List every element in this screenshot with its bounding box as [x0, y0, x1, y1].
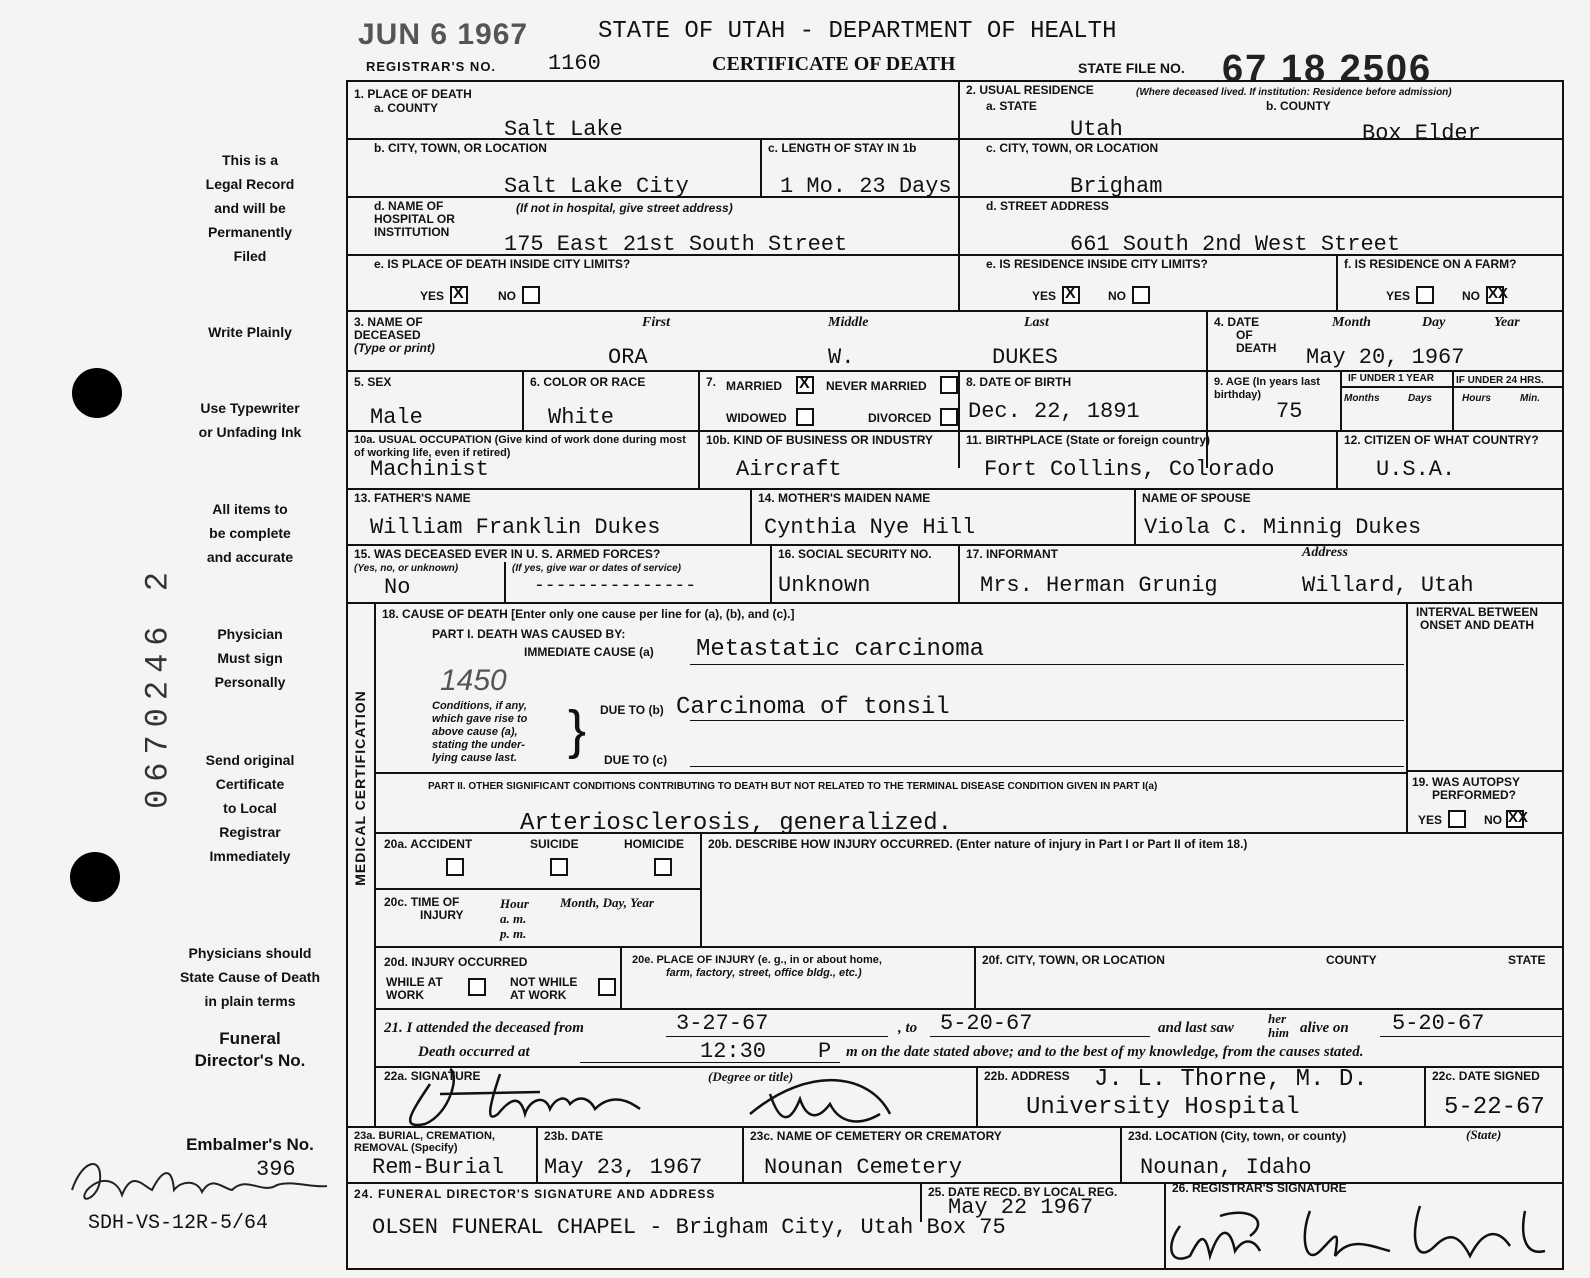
- mother-name: Cynthia Nye Hill: [764, 515, 976, 540]
- farm-yes-checkbox[interactable]: [1416, 286, 1434, 304]
- social-security-no: Unknown: [778, 573, 871, 598]
- death-inside-limits-yes-checkbox[interactable]: X: [450, 286, 468, 304]
- medical-certification-label: MEDICAL CERTIFICATION: [352, 690, 368, 886]
- part1-label: PART I. DEATH WAS CAUSED BY:: [432, 627, 626, 641]
- due-to-b-label: DUE TO (b): [600, 703, 664, 717]
- complete-note: All items to be complete and accurate: [206, 501, 294, 565]
- embalmer-no-label: Embalmer's No.: [186, 1135, 314, 1154]
- time-of-death: 12:30: [700, 1039, 767, 1064]
- mother-label: 14. MOTHER'S MAIDEN NAME: [758, 491, 931, 505]
- last-name: DUKES: [992, 345, 1059, 370]
- autopsy-yes-checkbox[interactable]: [1448, 810, 1466, 828]
- first-label: First: [642, 315, 671, 330]
- sex: Male: [370, 405, 423, 430]
- registrar-no-label: REGISTRAR'S NO.: [366, 59, 497, 74]
- marital-label: 7.: [706, 375, 717, 389]
- while-at-work-label: WHILE AT WORK: [386, 975, 443, 1002]
- min-label: Min.: [1520, 393, 1540, 404]
- date-signed-label: 22c. DATE SIGNED: [1432, 1069, 1540, 1083]
- dob-label: 8. DATE OF BIRTH: [966, 375, 1072, 389]
- punch-hole: [72, 368, 122, 418]
- time-suffix: P: [818, 1039, 832, 1064]
- last-label: Last: [1024, 315, 1049, 330]
- middle-name: W.: [828, 345, 855, 370]
- attended-to: 5-20-67: [940, 1011, 1033, 1036]
- injury-state-label: STATE: [1508, 953, 1546, 967]
- age: 75: [1276, 399, 1303, 424]
- citizen-label: 12. CITIZEN OF WHAT COUNTRY?: [1344, 433, 1539, 447]
- no-label: NO: [498, 289, 516, 303]
- business: Aircraft: [736, 457, 842, 482]
- death-county: Salt Lake: [504, 117, 623, 142]
- conditions-note: Conditions, if any, which gave rise to above cause (a), stating the under- lying cause last.: [432, 700, 528, 764]
- not-while-at-work-label: NOT WHILE AT WORK: [510, 975, 578, 1002]
- birthplace: Fort Collins, Colorado: [984, 457, 1275, 482]
- injury-city-label: 20f. CITY, TOWN, OR LOCATION: [982, 953, 1165, 967]
- never-married-checkbox[interactable]: [940, 376, 958, 394]
- residence-county-label: b. COUNTY: [1266, 99, 1331, 113]
- immediate-cause-label: IMMEDIATE CAUSE (a): [524, 645, 654, 659]
- date-of-death: May 20, 1967: [1306, 345, 1465, 370]
- place-of-injury-label: 20e. PLACE OF INJURY (e. g., in or about home, farm, factory, street, office bldg., etc.): [632, 954, 882, 979]
- burial-date: May 23, 1967: [544, 1155, 703, 1180]
- physician-signature: [390, 1054, 910, 1132]
- residence-street-label: d. STREET ADDRESS: [986, 199, 1109, 213]
- first-name: ORA: [608, 345, 648, 370]
- hour-label: Hour a. m. p. m.: [500, 896, 529, 941]
- month-day-year-label: Month, Day, Year: [560, 895, 654, 910]
- sex-label: 5. SEX: [354, 375, 392, 389]
- physician-hospital: University Hospital: [1026, 1094, 1300, 1121]
- part2-label: PART II. OTHER SIGNIFICANT CONDITIONS CONTRIBUTING TO DEATH BUT NOT RELATED TO THE TERMINAL DISEASE CONDITION GIVEN IN PART I(a): [428, 781, 1158, 792]
- yes-label: YES: [1032, 289, 1057, 303]
- date-of-birth: Dec. 22, 1891: [968, 399, 1140, 424]
- hospital-note: (If not in hospital, give street address): [516, 201, 733, 215]
- typewriter-note: Use Typewriter or Unfading Ink: [198, 400, 302, 440]
- cause-of-death-label: 18. CAUSE OF DEATH [Enter only one cause per line for (a), (b), and (c).]: [382, 607, 795, 621]
- certificate-title: CERTIFICATE OF DEATH: [712, 53, 956, 75]
- residence-city-label: c. CITY, TOWN, OR LOCATION: [986, 141, 1159, 155]
- cemetery-name: Nounan Cemetery: [764, 1155, 963, 1180]
- day-label: Day: [1422, 315, 1446, 330]
- registrar-no: 1160: [548, 51, 601, 76]
- injury-county-label: COUNTY: [1326, 953, 1377, 967]
- death-occurred-label: Death occurred at: [418, 1044, 530, 1060]
- form-title: STATE OF UTAH - DEPARTMENT OF HEALTH: [598, 18, 1117, 45]
- married-label: MARRIED: [726, 379, 782, 393]
- war-service: ---------------: [534, 576, 697, 596]
- death-city: Salt Lake City: [504, 174, 689, 199]
- address-label: Address: [1302, 545, 1348, 560]
- occupation: Machinist: [370, 457, 489, 482]
- farm-no-checkbox[interactable]: XX: [1488, 285, 1509, 302]
- widowed-label: WIDOWED: [726, 411, 787, 425]
- days-label: Days: [1408, 393, 1432, 404]
- residence-inside-limits-no-checkbox[interactable]: [1132, 286, 1150, 304]
- cause-code: 1450: [440, 664, 507, 697]
- residence-state: Utah: [1070, 117, 1123, 142]
- immediate-cause: Metastatic carcinoma: [696, 636, 985, 663]
- war-note: (If yes, give war or dates of service): [512, 563, 681, 574]
- registrar-signature: [1160, 1196, 1560, 1272]
- residence-city: Brigham: [1070, 174, 1163, 199]
- under-1-year-label: IF UNDER 1 YEAR: [1348, 373, 1434, 384]
- month-label: Month: [1332, 315, 1371, 330]
- statement-label: m on the date stated above; and to the best of my knowledge, from the causes stated.: [846, 1044, 1364, 1060]
- not-while-at-work-checkbox[interactable]: [598, 978, 616, 996]
- ssn-label: 16. SOCIAL SECURITY NO.: [778, 547, 932, 561]
- burial-location: Nounan, Idaho: [1140, 1155, 1312, 1180]
- part2-conditions: Arteriosclerosis, generalized.: [520, 810, 953, 837]
- time-of-injury-label: 20c. TIME OF INJURY: [384, 895, 464, 922]
- physician-name: J. L. Thorne, M. D.: [1094, 1066, 1368, 1093]
- vertical-number: 0670246 2: [139, 564, 177, 809]
- attended-from: 3-27-67: [676, 1011, 769, 1036]
- autopsy-no-checkbox[interactable]: XX: [1508, 809, 1529, 826]
- funeral-director: OLSEN FUNERAL CHAPEL - Brigham City, Utah Box 75: [372, 1215, 1006, 1240]
- married-checkbox[interactable]: X: [796, 376, 814, 394]
- business-label: 10b. KIND OF BUSINESS OR INDUSTRY: [706, 433, 933, 447]
- state-file-no-label: STATE FILE NO.: [1078, 60, 1185, 76]
- autopsy-label: 19. WAS AUTOPSY PERFORMED?: [1412, 775, 1521, 802]
- her-him-label: her him: [1268, 1011, 1289, 1040]
- to-label: , to: [898, 1020, 918, 1036]
- last-saw-label: and last saw: [1158, 1020, 1234, 1036]
- burial-method-label: 23a. BURIAL, CREMATION, REMOVAL (Specify): [354, 1130, 495, 1154]
- residence-state-label: a. STATE: [986, 99, 1037, 113]
- date-received: May 22 1967: [948, 1195, 1094, 1220]
- punch-hole: [70, 852, 120, 902]
- state-file-no: 67 18 2506: [1222, 48, 1433, 90]
- county-label: a. COUNTY: [374, 101, 439, 115]
- father-label: 13. FATHER'S NAME: [354, 491, 471, 505]
- burial-location-label: 23d. LOCATION (City, town, or county): [1128, 1129, 1347, 1143]
- accident-checkbox[interactable]: [446, 858, 464, 876]
- usual-residence-label: 2. USUAL RESIDENCE: [966, 83, 1094, 97]
- date-signed: 5-22-67: [1444, 1094, 1545, 1121]
- armed-note: (Yes, no, or unknown): [354, 563, 459, 574]
- death-inside-limits-no-checkbox[interactable]: [522, 286, 540, 304]
- write-plainly-note: Write Plainly: [208, 324, 292, 340]
- year-label: Year: [1494, 315, 1520, 330]
- occupation-label: 10a. USUAL OCCUPATION (Give kind of work done during most of working life, even if retired): [354, 434, 686, 459]
- divorced-checkbox[interactable]: [940, 408, 958, 426]
- widowed-checkbox[interactable]: [796, 408, 814, 426]
- suicide-label: SUICIDE: [530, 837, 579, 851]
- injury-occurred-label: 20d. INJURY OCCURRED: [384, 955, 528, 969]
- date-of-death-label: 4. DATE OF DEATH: [1214, 315, 1277, 355]
- degree-label: (Degree or title): [708, 1069, 794, 1084]
- deceased-name-label: 3. NAME OF DECEASED (Type or print): [354, 315, 435, 355]
- spouse-label: NAME OF SPOUSE: [1142, 491, 1251, 505]
- hospital-address: 175 East 21st South Street: [504, 232, 848, 257]
- residence-street: 661 South 2nd West Street: [1070, 232, 1401, 257]
- birthplace-label: 11. BIRTHPLACE (State or foreign country): [966, 433, 1211, 447]
- embalmer-no: 396: [256, 1157, 296, 1182]
- signature-label: 22a. SIGNATURE: [384, 1069, 481, 1083]
- divorced-label: DIVORCED: [868, 411, 932, 425]
- place-of-death-label: 1. PLACE OF DEATH: [354, 87, 472, 101]
- date-received-stamp: JUN 6 1967: [358, 18, 529, 51]
- residence-county: Box Elder: [1362, 121, 1481, 146]
- city-label: b. CITY, TOWN, OR LOCATION: [374, 141, 547, 155]
- informant-address: Willard, Utah: [1302, 573, 1474, 598]
- farm-label: f. IS RESIDENCE ON A FARM?: [1344, 257, 1517, 271]
- due-to-c-label: DUE TO (c): [604, 753, 668, 767]
- send-original-note: Send original Certificate to Local Registrar Immediately: [205, 752, 295, 864]
- armed-forces: No: [384, 575, 411, 600]
- hours-label: Hours: [1462, 393, 1491, 404]
- stay-label: c. LENGTH OF STAY IN 1b: [768, 141, 917, 155]
- no-label: NO: [1108, 289, 1126, 303]
- funeral-director-no-label: Funeral Director's No.: [194, 1029, 306, 1070]
- age-label: 9. AGE (In years last birthday): [1214, 376, 1320, 401]
- race-label: 6. COLOR OR RACE: [530, 375, 646, 389]
- spouse-name: Viola C. Minnig Dukes: [1144, 515, 1422, 540]
- describe-injury-label: 20b. DESCRIBE HOW INJURY OCCURRED. (Enter nature of injury in Part I or Part II of item 18.): [708, 837, 1248, 851]
- embalmer-signature: [62, 1150, 332, 1220]
- accident-label: 20a. ACCIDENT: [384, 837, 473, 851]
- date-received-label: 25. DATE RECD. BY LOCAL REG.: [928, 1185, 1118, 1199]
- burial-method: Rem-Burial: [372, 1155, 505, 1180]
- hospital-label: d. NAME OF HOSPITAL OR INSTITUTION: [374, 199, 455, 239]
- informant: Mrs. Herman Grunig: [980, 573, 1218, 598]
- last-saw-date: 5-20-67: [1392, 1011, 1485, 1036]
- citizen: U.S.A.: [1376, 457, 1456, 482]
- yes-label: YES: [420, 289, 445, 303]
- due-to-b: Carcinoma of tonsil: [676, 694, 950, 721]
- registrar-signature-label: 26. REGISTRAR'S SIGNATURE: [1172, 1181, 1347, 1195]
- attended-label: 21. I attended the deceased from: [384, 1020, 584, 1036]
- informant-label: 17. INFORMANT: [966, 547, 1059, 561]
- residence-inside-limits-label: e. IS RESIDENCE INSIDE CITY LIMITS?: [986, 257, 1208, 271]
- yes-label: YES: [1418, 813, 1443, 827]
- alive-on-label: alive on: [1300, 1020, 1349, 1036]
- physician-address-label: 22b. ADDRESS: [984, 1069, 1070, 1083]
- residence-inside-limits-yes-checkbox[interactable]: X: [1062, 286, 1080, 304]
- months-label: Months: [1344, 393, 1380, 404]
- burial-state-label: (State): [1466, 1127, 1502, 1142]
- legal-record-note: This is a Legal Record and will be Permanently Filed: [205, 152, 295, 264]
- cemetery-label: 23c. NAME OF CEMETERY OR CREMATORY: [750, 1129, 1002, 1143]
- suicide-checkbox[interactable]: [550, 858, 568, 876]
- burial-date-label: 23b. DATE: [544, 1129, 604, 1143]
- funeral-director-label: 24. FUNERAL DIRECTOR'S SIGNATURE AND ADDRESS: [354, 1187, 716, 1201]
- brace: }: [568, 700, 587, 760]
- interval-label: INTERVAL BETWEEN ONSET AND DEATH: [1416, 605, 1539, 632]
- homicide-checkbox[interactable]: [654, 858, 672, 876]
- never-married-label: NEVER MARRIED: [826, 379, 927, 393]
- middle-label: Middle: [828, 315, 869, 330]
- father-name: William Franklin Dukes: [370, 515, 661, 540]
- physician-sign-note: Physician Must sign Personally: [214, 626, 286, 690]
- physicians-state-note: Physicians should State Cause of Death in plain terms: [179, 945, 321, 1009]
- length-of-stay: 1 Mo. 23 Days: [780, 174, 952, 199]
- yes-label: YES: [1386, 289, 1411, 303]
- while-at-work-checkbox[interactable]: [468, 978, 486, 996]
- no-label: NO: [1462, 289, 1480, 303]
- no-label: NO: [1484, 813, 1502, 827]
- armed-forces-label: 15. WAS DECEASED EVER IN U. S. ARMED FORCES?: [354, 547, 661, 561]
- race: White: [548, 405, 615, 430]
- homicide-label: HOMICIDE: [624, 837, 684, 851]
- form-number: SDH-VS-12R-5/64: [88, 1212, 269, 1235]
- residence-note: (Where deceased lived. If institution: Residence before admission): [1136, 87, 1452, 98]
- under-24-hrs-label: IF UNDER 24 HRS.: [1456, 375, 1544, 386]
- death-inside-limits-label: e. IS PLACE OF DEATH INSIDE CITY LIMITS?: [374, 257, 631, 271]
